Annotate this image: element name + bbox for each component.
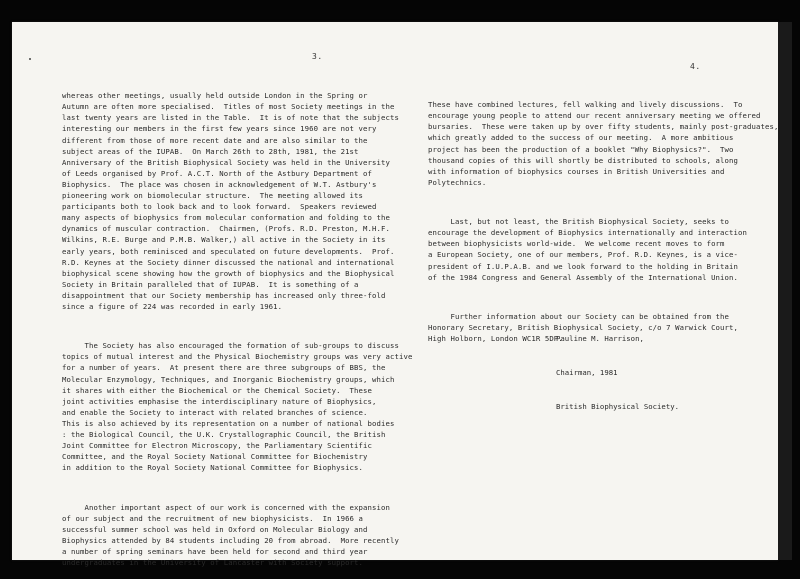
left-paragraph-1: whereas other meetings, usually held outside London in the Spring or Autumn are often more specialised. Titles of most Society meetings in the last twenty years are listed in the Table. It is of note that the subjects interesting our members in the first few years since 1960 are not very different from those of more recent date and are also similar to the subject areas of the IUPAB. On March 26th to 28th, 1981, the 21st Anniversary of the British Biophysical Society was held in the University of Leeds organised by Prof. A.C.T. North of the Astbury Department of Biophysics. The place was chosen in acknowledgement of W.T. Astbury's pioneering work on biomolecular structure. The meeting allowed its participants both to look back and to look forward. Speakers reviewed many aspects of biophysics from molecular conformation and folding to the dynamics of muscular contraction. Chairmen, (Profs. R.D. Preston, M.H.F. Wilkins, R.E. Burge and P.M.B. Walker,) all active in the Society in its early years, both reminisced and speculated on future developments. Prof. R.D. Keynes at the Society dinner discussed the national and international biophysical scene showing how the growth of biophysics and the Biophysical Society in Britain paralleled that of IUPAB. It is something of a disappointment that our Society membership has increased only three-fold since a figure of 224 was recorded in early 1961. <box>62 91 399 311</box>
left-page-text <box>62 68 412 579</box>
signature-role: Chairman, 1981 <box>556 368 618 378</box>
signature-name: Pauline M. Harrison, <box>556 333 644 343</box>
right-paragraph-2: Last, but not least, the British Biophysical Society, seeks to encourage the development of Biophysics internationally and interaction between biophysicists world-wide. We welcome recent moves to form a European Society, one of our members, Prof. R.D. Keynes, is a vice- president of I.U.P.A.B. and we look forward to the holding in Britain of the 1984 Congress and General Assembly of the International Union. <box>428 217 748 282</box>
right-paragraph-1: These have combined lectures, fell walking and lively discussions. To encourage young people to attend our recent anniversary meeting we offered bursaries. These were taken up by over fifty students, mainly post-graduates, which greatly added to the success of our meeting. A more ambitious project has been the production of a booklet "Why Biophysics?". Two thousand copies of this will shortly be distributed to schools, along with information of biophysics courses in British Universities and Polytechnics. <box>428 100 779 187</box>
left-paragraph-3: Another important aspect of our work is concerned with the expansion of our subject and the recruitment of new biophysicists. In 1966 a successful summer school was held in Oxford on Molecular Biology and Biophysics attended by 84 students including 20 from abroad. More recently a number of spring seminars have been held for second and third year undergraduates in the University of Lancaster with Society support. <box>62 502 399 568</box>
signature-block <box>556 310 679 424</box>
scan-edge <box>778 22 792 560</box>
margin-mark <box>29 58 31 60</box>
signature-org: British Biophysical Society. <box>556 402 680 412</box>
left-paragraph-2: The Society has also encouraged the formation of sub-groups to discuss topics of mutual interest and the Physical Biochemistry groups was very active for a number of years. At present there are three subgroups of BBS, the Molecular Enzymology, Techniques, and Inorganic Biochemistry groups, which it shares with either the Biochemical or the Chemical Society. These joint activities emphasise the interdisciplinary nature of Biophysics, and enable the Society to interact with related branches of science. This is also achieved by its representation on a number of national bodies : the Biological Council, the U.K. Crystallographic Council, the British Joint Committee for Electron Microscopy, the Parliamentary Scientific Committee, and the Royal Society National Committee for Biochemistry in addition to the Royal Society National Committee for Biophysics. <box>62 341 413 473</box>
right-paragraph-3: Further information about our Society can be obtained from the Honorary Secretary, British Biophysical Society, c/o 7 Warwick Court, High Holborn, London WC1R 5DP. <box>428 311 739 344</box>
left-page-number: 3. <box>312 52 323 61</box>
right-page-number: 4. <box>690 62 701 71</box>
